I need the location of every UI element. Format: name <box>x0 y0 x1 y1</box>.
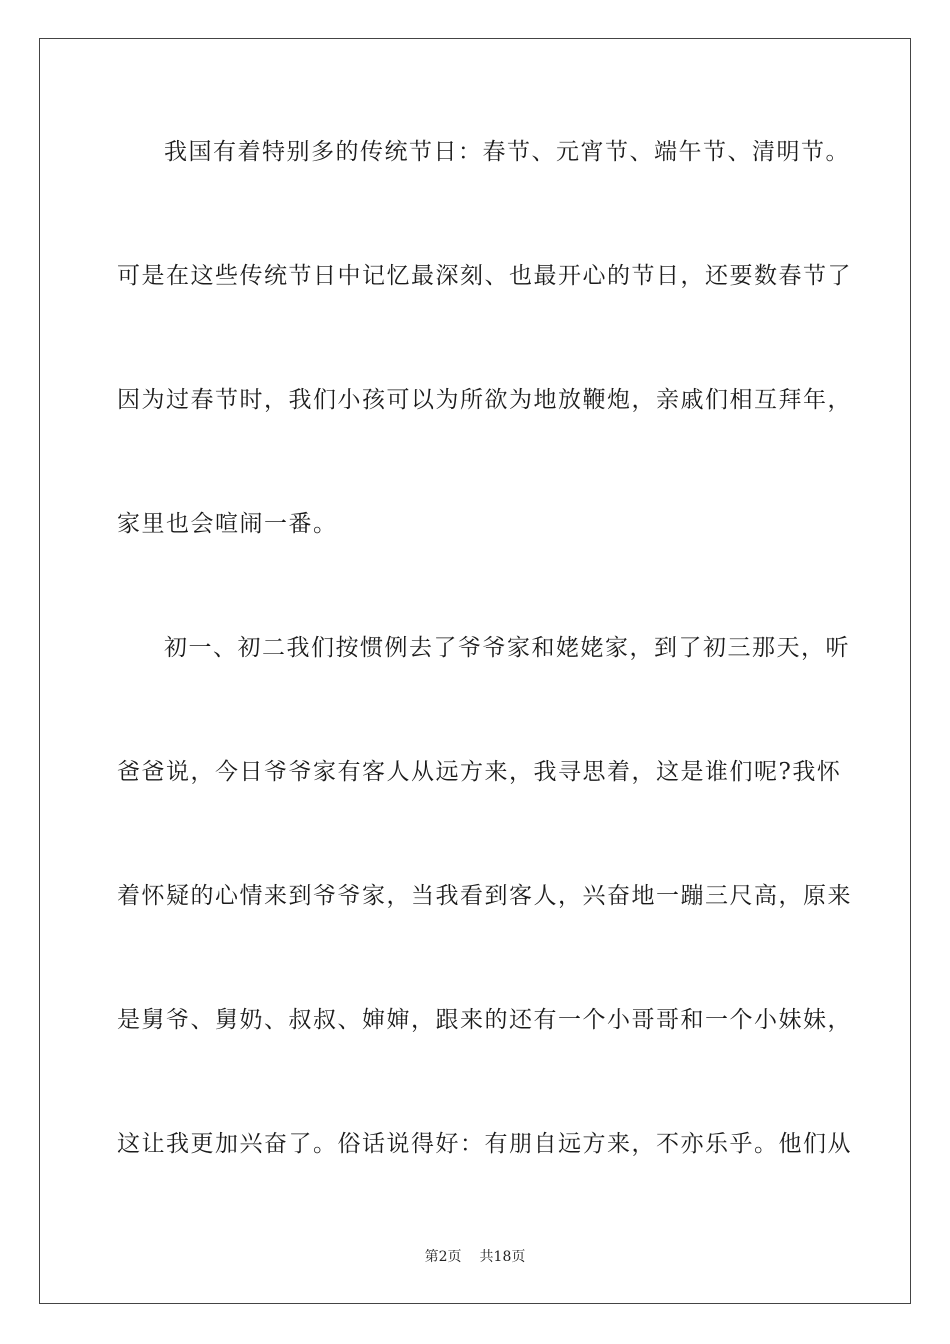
paragraph-1-line-4: 家里也会喧闹一番。 <box>117 511 338 537</box>
paragraph-2-line-2: 爸爸说，今日爷爷家有客人从远方来，我寻思着，这是谁们呢?我怀 <box>117 759 842 785</box>
paragraph-1-line-1: 我国有着特别多的传统节日：春节、元宵节、端午节、清明节。 <box>164 139 850 165</box>
page-total: 共18页 <box>479 1249 526 1265</box>
paragraph-2-line-5: 这让我更加兴奋了。俗话说得好：有朋自远方来，不亦乐乎。他们从 <box>117 1131 852 1157</box>
paragraph-2-line-1: 初一、初二我们按惯例去了爷爷家和姥姥家，到了初三那天，听 <box>164 635 850 661</box>
paragraph-2-line-4: 是舅爷、舅奶、叔叔、婶婶，跟来的还有一个小哥哥和一个小妹妹， <box>117 1007 852 1033</box>
paragraph-2-line-3: 着怀疑的心情来到爷爷家，当我看到客人，兴奋地一蹦三尺高，原来 <box>117 883 852 909</box>
page-footer <box>0 1246 950 1266</box>
paragraph-1-line-2: 可是在这些传统节日中记忆最深刻、也最开心的节日，还要数春节了 <box>117 263 852 289</box>
page-border <box>39 38 911 1304</box>
paragraph-1-line-3: 因为过春节时，我们小孩可以为所欲为地放鞭炮，亲戚们相互拜年， <box>117 387 852 413</box>
page-number: 第2页 <box>424 1249 462 1265</box>
